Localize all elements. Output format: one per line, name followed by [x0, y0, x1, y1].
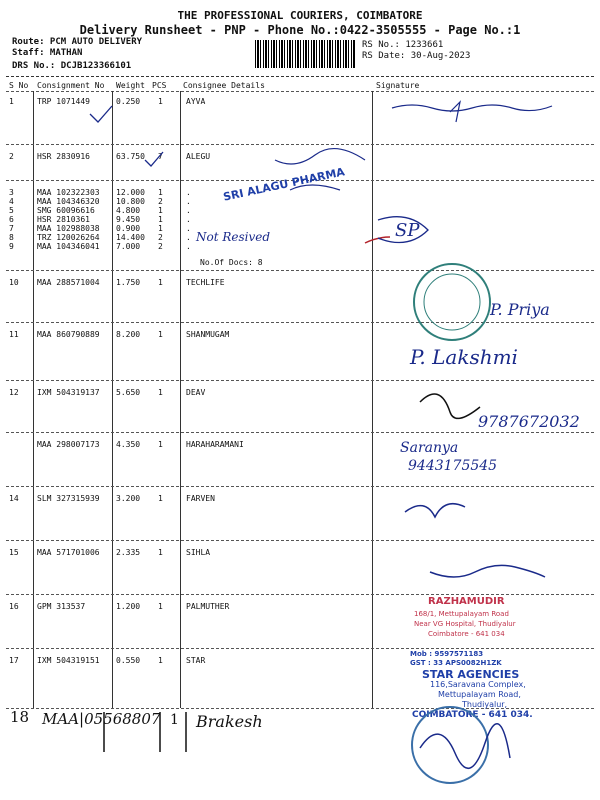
signature-row12: [420, 394, 480, 418]
col-pcs: PCS: [152, 81, 167, 90]
row-sno: 15: [9, 548, 19, 557]
row-sno: 9: [9, 242, 14, 251]
row-consignment-no: TRP 1071449: [37, 97, 90, 106]
row-sno: 11: [9, 330, 19, 339]
round-seal-inner: [424, 274, 480, 330]
drs-label: DRS No.: DCJB123366101: [12, 61, 132, 71]
row-consignee: AYVA: [186, 97, 206, 106]
round-seal-icon: [414, 264, 490, 340]
row-sno: 14: [9, 494, 19, 503]
signature-row15: [430, 565, 545, 577]
row-pcs: 1: [158, 224, 163, 233]
signature-saranya: Saranya: [400, 440, 459, 456]
row-consignee: .: [186, 215, 191, 224]
row-consignee: STAR: [186, 656, 206, 665]
no-of-docs: No.Of Docs: 8: [200, 258, 263, 267]
row-pcs: 1: [158, 330, 163, 339]
row18-consignment: MAA|05568807: [42, 710, 161, 728]
row-consignment-no: MAA 104346041: [37, 242, 100, 251]
row-pcs: 1: [158, 388, 163, 397]
row-pcs: 1: [158, 548, 163, 557]
row-sno: 1: [9, 97, 14, 106]
stamp-star-address-2: Mettupalayam Road,: [438, 690, 521, 699]
row-weight: 3.200: [116, 494, 141, 503]
staff-label: Staff: MATHAN: [12, 48, 83, 58]
row-weight: 0.550: [116, 656, 141, 665]
signature-plakshmi: P. Lakshmi: [410, 345, 518, 369]
row-consignee: .: [186, 242, 191, 251]
round-seal-icon-2: [412, 707, 488, 783]
col-weight: Weight: [116, 81, 145, 90]
row-consignment-no: MAA 298007173: [37, 440, 100, 449]
row-consignment-no: SLM 327315939: [37, 494, 100, 503]
row-consignment-no: GPM 313537: [37, 602, 86, 611]
row-consignment-no: HSR 2830916: [37, 152, 90, 161]
stamp-sri-alagu-pharma: SRI ALAGU PHARMA: [222, 165, 346, 204]
row-consignment-no: MAA 571701006: [37, 548, 100, 557]
row-weight: 0.250: [116, 97, 141, 106]
row-consignee: DEAV: [186, 388, 206, 397]
stamp-razha-address-1: 168/1, Mettupalayam Road: [414, 610, 509, 618]
row18-consignee: Brakesh: [196, 712, 263, 731]
col-consignment: Consignment No: [37, 81, 105, 90]
row-pcs: 1: [158, 440, 163, 449]
row-consignee: ALEGU: [186, 152, 211, 161]
tick-mark: [145, 152, 163, 166]
signature-row18: [420, 724, 510, 769]
row-sno: 8: [9, 233, 14, 242]
company-title: THE PROFESSIONAL COURIERS, COIMBATORE: [177, 9, 423, 22]
stamp-star-address-3: Thudiyalur,: [462, 700, 508, 709]
row-consignment-no: MAA 288571004: [37, 278, 100, 287]
row-consignment-no: HSR 2810361: [37, 215, 90, 224]
stamp-razha-address-3: Coimbatore - 641 034: [428, 630, 505, 638]
row-pcs: 1: [158, 188, 163, 197]
row-consignment-no: IXM 504319137: [37, 388, 100, 397]
row-sno: 3: [9, 188, 14, 197]
row-sno: 12: [9, 388, 19, 397]
row-weight: 14.400: [116, 233, 145, 242]
runsheet-subtitle: Delivery Runsheet - PNP - Phone No.:0422-3505555 - Page No.:1: [79, 23, 521, 37]
row-consignment-no: MAA 102988038: [37, 224, 100, 233]
row-pcs: 1: [158, 206, 163, 215]
row-sno: 4: [9, 197, 14, 206]
row-consignment-no: SMG 60096616: [37, 206, 95, 215]
row-sno: 7: [9, 224, 14, 233]
row-pcs: 1: [158, 494, 163, 503]
row-pcs: 1: [158, 656, 163, 665]
row-consignee: .: [186, 197, 191, 206]
row-consignment-no: IXM 504319151: [37, 656, 100, 665]
row-sno: 17: [9, 656, 19, 665]
row-weight: 7.000: [116, 242, 141, 251]
row-pcs: 1: [158, 278, 163, 287]
row-pcs: 1: [158, 602, 163, 611]
stamp-star-agencies: STAR AGENCIES: [422, 668, 520, 681]
row-consignee: .: [186, 224, 191, 233]
row-consignee: SHANMUGAM: [186, 330, 230, 339]
col-sno: S No: [9, 81, 29, 90]
col-consignee: Consignee Details: [183, 81, 265, 90]
row-consignee: TECHLIFE: [186, 278, 225, 287]
row-weight: 1.750: [116, 278, 141, 287]
row-sno: 16: [9, 602, 19, 611]
row-consignee: SIHLA: [186, 548, 211, 557]
tick-mark: [90, 106, 112, 122]
signature-row1: [392, 105, 552, 111]
row-consignee: .: [186, 188, 191, 197]
row-weight: 10.800: [116, 197, 145, 206]
signature-row1-tick: [450, 102, 460, 122]
row-sno: 6: [9, 215, 14, 224]
rs-date-label: RS Date: 30-Aug-2023: [362, 51, 471, 61]
row-weight: 12.000: [116, 188, 145, 197]
row-consignee: .: [186, 206, 191, 215]
row-weight: 63.750: [116, 152, 145, 161]
row18-pcs: 1: [170, 712, 179, 728]
row-pcs: 1: [158, 97, 163, 106]
row-weight: 1.200: [116, 602, 141, 611]
row-sno: 5: [9, 206, 14, 215]
stamp-razha-mobile: Mob : 9597571183: [410, 650, 484, 658]
row-consignment-no: TRZ 120026264: [37, 233, 100, 242]
row-consignment-no: MAA 860790889: [37, 330, 100, 339]
stamp-razha-name: RAZHAMUDIR: [428, 596, 505, 607]
row-sno: 2: [9, 152, 14, 161]
row-weight: 9.450: [116, 215, 141, 224]
signature-row2: [275, 149, 365, 190]
row-weight: 2.335: [116, 548, 141, 557]
row-consignee: .: [186, 233, 191, 242]
red-dash-mark: [365, 237, 390, 243]
row-pcs: 2: [158, 197, 163, 206]
row-consignment-no: MAA 104346320: [37, 197, 100, 206]
not-received-note: Not Resived: [196, 230, 271, 244]
row-pcs: 2: [158, 242, 163, 251]
row-consignment-no: MAA 102322303: [37, 188, 100, 197]
route-label: Route: PCM AUTO DELIVERY: [12, 37, 143, 47]
handwritten-phone-1: 9787672032: [478, 412, 580, 431]
stamp-star-address-4: COIMBATORE - 641 034.: [412, 710, 533, 720]
row-weight: 8.200: [116, 330, 141, 339]
col-signature: Signature: [376, 81, 420, 90]
row18-sno: 18: [10, 708, 30, 726]
handwritten-phone-2: 9443175545: [408, 458, 498, 474]
stamp-razha-gst: GST : 33 APS0082H1ZK: [410, 659, 502, 667]
signature-sp-loop: [378, 217, 428, 243]
row-weight: 0.900: [116, 224, 141, 233]
row-sno: 10: [9, 278, 19, 287]
row-consignee: PALMUTHER: [186, 602, 230, 611]
row-weight: 4.800: [116, 206, 141, 215]
row-pcs: 2: [158, 233, 163, 242]
stamp-razha-address-2: Near VG Hospital, Thudiyalur: [414, 620, 516, 628]
row-consignee: HARAHARAMANI: [186, 440, 244, 449]
row-consignee: FARVEN: [186, 494, 215, 503]
row-pcs: 7: [158, 152, 163, 161]
rs-no-label: RS No.: 1233661: [362, 40, 444, 50]
signature-sp: SP: [395, 220, 420, 241]
signature-ppriya: P. Priya: [490, 300, 550, 319]
row-pcs: 1: [158, 215, 163, 224]
row-weight: 4.350: [116, 440, 141, 449]
signature-row14: [405, 504, 465, 517]
stamp-star-address-1: 116,Saravana Complex,: [430, 680, 526, 689]
row-weight: 5.650: [116, 388, 141, 397]
